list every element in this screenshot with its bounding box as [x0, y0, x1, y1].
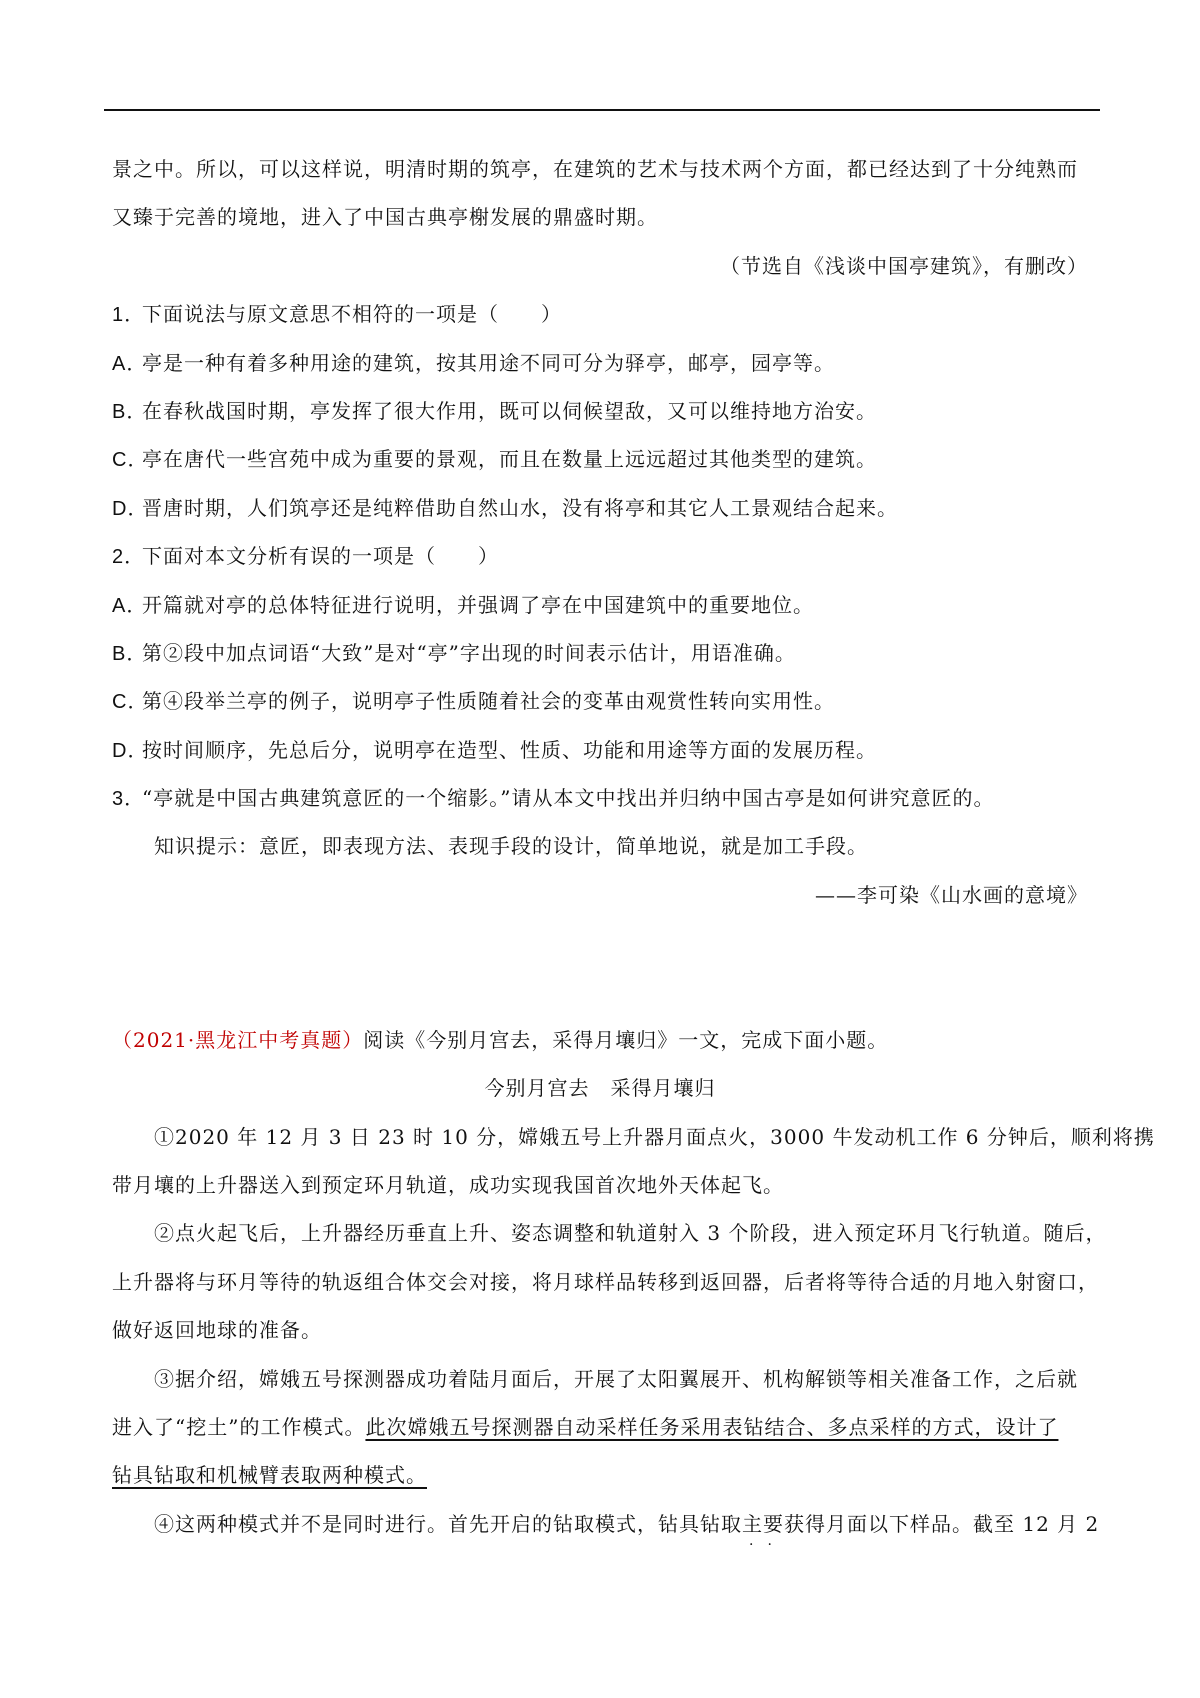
option-a — [112, 348, 835, 379]
option-c — [112, 444, 877, 475]
knowledge-hint: 知识提示：意匠，即表现方法、表现手段的设计，简单地说，就是加工手段。 — [154, 834, 868, 858]
option-label: D． — [112, 498, 149, 520]
option-label: B． — [112, 401, 148, 423]
section-intro — [112, 1025, 888, 1055]
option-text: 第④段举兰亭的例子，说明亭子性质随着社会的变革由观赏性转向实用性。 — [142, 689, 835, 713]
paragraph-line: 带月壤的上升器送入到预定环月轨道，成功实现我国首次地外天体起飞。 — [112, 1173, 784, 1197]
question-text: “亭就是中国古典建筑意匠的一个缩影。”请从本文中找出并归纳中国古亭是如何讲究意匠的。 — [142, 786, 995, 810]
header-rule — [104, 109, 1100, 111]
option-d — [112, 493, 898, 524]
question-number: 3． — [112, 788, 146, 810]
paragraph-line — [112, 1460, 427, 1490]
question-number: 2． — [112, 546, 146, 568]
option-text: 亭是一种有着多种用途的建筑，按其用途不同可分为驿亭，邮亭，园亭等。 — [142, 351, 835, 375]
option-text: 按时间顺序，先总后分，说明亭在造型、性质、功能和用途等方面的发展历程。 — [142, 738, 877, 762]
question-3 — [112, 783, 994, 814]
underlined-text: 钻具钻取和机械臂表取两种模式。 — [112, 1463, 427, 1487]
paragraph-line — [112, 1412, 1058, 1442]
emphasis-dots: ·· — [749, 1537, 786, 1553]
paragraph-line: 景之中。所以，可以这样说，明清时期的筑亭，在建筑的艺术与技术两个方面，都已经达到了十分纯熟而 — [112, 157, 1078, 181]
paragraph-line: 上升器将与环月等待的轨返组合体交会对接，将月球样品转移到返回器，后者将等待合适的月地入射窗口， — [112, 1270, 1099, 1294]
option-b — [112, 638, 796, 669]
option-text: 第②段中加点词语“大致”是对“亭”字出现的时间表示估计，用语准确。 — [142, 641, 796, 665]
question-text: 下面对本文分析有误的一项是（ ） — [142, 544, 499, 568]
option-a — [112, 590, 814, 621]
paragraph-line: ④这两种模式并不是同时进行。首先开启的钻取模式，钻具钻取主要获得月面以下样品。截至 12 月 2 — [154, 1512, 1100, 1536]
option-text: 在春秋战国时期，亭发挥了很大作用，既可以伺候望敌，又可以维持地方治安。 — [142, 399, 877, 423]
hint-source: ——李可染《山水画的意境》 — [815, 883, 1088, 907]
option-text: 亭在唐代一些宫苑中成为重要的景观，而且在数量上远远超过其他类型的建筑。 — [142, 447, 877, 471]
exam-source-tag: （2021·黑龙江中考真题） — [112, 1028, 364, 1052]
paragraph-line: ②点火起飞后，上升器经历垂直上升、姿态调整和轨道射入 3 个阶段，进入预定环月飞行轨道。随后， — [154, 1221, 1107, 1245]
option-b — [112, 396, 877, 427]
option-label: D． — [112, 740, 149, 762]
article-title: 今别月宫去 采得月壤归 — [484, 1076, 716, 1100]
option-d — [112, 735, 877, 766]
option-label: A． — [112, 595, 148, 617]
option-label: B． — [112, 643, 148, 665]
option-label: C． — [112, 691, 149, 713]
option-text: 晋唐时期，人们筑亭还是纯粹借助自然山水，没有将亭和其它人工景观结合起来。 — [142, 496, 898, 520]
option-c — [112, 686, 835, 717]
intro-text: 阅读《今别月宫去，采得月壤归》一文，完成下面小题。 — [363, 1028, 889, 1052]
paragraph-line: ③据介绍，嫦娥五号探测器成功着陆月面后，开展了太阳翼展开、机构解锁等相关准备工作，之后就 — [154, 1367, 1078, 1391]
source-citation: （节选自《浅谈中国亭建筑》，有删改） — [720, 254, 1088, 278]
option-text: 开篇就对亭的总体特征进行说明，并强调了亭在中国建筑中的重要地位。 — [142, 593, 814, 617]
plain-text: 进入了“挖土”的工作模式。 — [112, 1415, 366, 1439]
question-2 — [112, 541, 499, 572]
question-number: 1． — [112, 304, 146, 326]
paragraph-line: ①2020 年 12 月 3 日 23 时 10 分，嫦娥五号上升器月面点火，3000 牛发动机工作 6 分钟后，顺利将携 — [154, 1125, 1155, 1149]
paragraph-line: 又臻于完善的境地，进入了中国古典亭榭发展的鼎盛时期。 — [112, 205, 658, 229]
question-1 — [112, 299, 562, 330]
option-label: C． — [112, 449, 149, 471]
option-label: A． — [112, 353, 148, 375]
question-text: 下面说法与原文意思不相符的一项是（ ） — [142, 302, 562, 326]
paragraph-line: 做好返回地球的准备。 — [112, 1318, 322, 1342]
underlined-text: 此次嫦娥五号探测器自动采样任务采用表钻结合、多点采样的方式，设计了 — [365, 1415, 1059, 1439]
